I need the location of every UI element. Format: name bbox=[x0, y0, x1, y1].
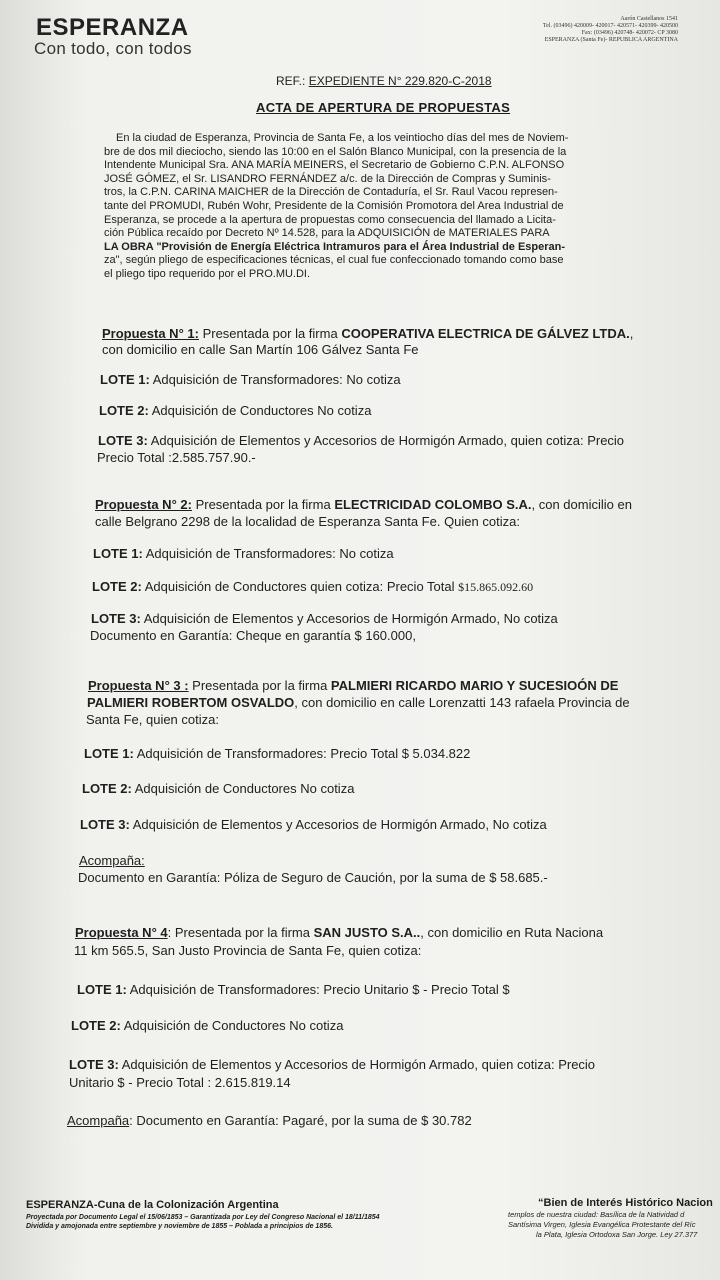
footer-right-notes bbox=[508, 1210, 697, 1240]
footer-right-title: “Bien de Interés Histórico Nacion bbox=[538, 1197, 713, 1209]
propuesta-2-heading bbox=[95, 497, 632, 512]
propuesta-3-acompana: Acompaña: bbox=[79, 853, 145, 868]
propuesta-2-garantia: Documento en Garantía: Cheque en garantía $ 160.000, bbox=[90, 628, 416, 643]
lote-text: Adquisición de Elementos y Accesorios de Hormigón Armado, No cotiza bbox=[140, 611, 558, 626]
lote-label: LOTE 3: bbox=[80, 817, 130, 832]
lote-text: Adquisición de Elementos y Accesorios de Hormigón Armado, quien cotiza: Precio bbox=[147, 433, 625, 448]
address-line: ESPERANZA (Santa Fe)- REPUBLICA ARGENTINA bbox=[544, 37, 678, 43]
propuesta-2-address: calle Belgrano 2298 de la localidad de Esperanza Santa Fe. Quien cotiza: bbox=[95, 514, 520, 529]
propuesta-3-label: Propuesta N° 3 : bbox=[88, 678, 189, 693]
propuesta-4-lote-1 bbox=[77, 982, 510, 997]
propuesta-2-text: , con domicilio en bbox=[531, 497, 632, 512]
propuesta-3-lote-2 bbox=[82, 781, 354, 796]
propuesta-4-label: Propuesta N° 4 bbox=[75, 925, 168, 940]
lote-label: LOTE 1: bbox=[93, 546, 143, 561]
propuesta-3-address: Santa Fe, quien cotiza: bbox=[86, 712, 219, 727]
lote-text: Adquisición de Transformadores: No cotiza bbox=[142, 546, 394, 561]
footer-left-title: ESPERANZA-Cuna de la Colonización Argentina bbox=[26, 1199, 279, 1211]
propuesta-4-address: 11 km 565.5, San Justo Provincia de Santa Fe, quien cotiza: bbox=[74, 943, 422, 958]
lote-text: Adquisición de Transformadores: No cotiza bbox=[149, 372, 401, 387]
intro-line: za", según pliego de especificaciones técnicas, el cual fue confeccionado tomando como base bbox=[104, 254, 564, 267]
address-line: Aarón Castellanos 1541 bbox=[620, 16, 678, 22]
intro-line: bre de dos mil dieciocho, siendo las 10:00 en el Salón Blanco Municipal, con la presencia de la bbox=[104, 145, 567, 158]
lote-text: Adquisición de Transformadores: Precio Unitario $ - Precio Total $ bbox=[126, 982, 510, 997]
propuesta-4-text: , con domicilio en Ruta Naciona bbox=[420, 925, 604, 940]
intro-line: tros, la C.P.N. CARINA MAICHER de la Dirección de Contaduría, el Sr. Raul Vacou represen- bbox=[104, 186, 558, 199]
lote-text: Adquisición de Conductores No cotiza bbox=[131, 781, 355, 796]
footer-right-line: templos de nuestra ciudad: Basílica de la Natividad d bbox=[508, 1210, 685, 1219]
propuesta-1-lote-2 bbox=[99, 403, 371, 418]
propuesta-1-text: Presentada por la firma bbox=[198, 326, 342, 341]
propuesta-2-label: Propuesta N° 2: bbox=[95, 497, 192, 512]
propuesta-1-lote-1 bbox=[100, 372, 401, 387]
lote-label: LOTE 1: bbox=[84, 746, 134, 761]
lote-label: LOTE 3: bbox=[91, 611, 141, 626]
lote-text: Adquisición de Conductores No cotiza bbox=[120, 1018, 344, 1033]
propuesta-4-heading bbox=[75, 925, 603, 940]
propuesta-4-total: Unitario $ - Precio Total : 2.615.819.14 bbox=[69, 1075, 291, 1090]
propuesta-3-text: Presentada por la firma bbox=[188, 678, 331, 693]
lote-label: LOTE 2: bbox=[99, 403, 149, 418]
document-title: ACTA DE APERTURA DE PROPUESTAS bbox=[256, 100, 511, 115]
lote-label: LOTE 3: bbox=[69, 1057, 119, 1072]
propuesta-2-lote-3 bbox=[91, 611, 558, 626]
propuesta-1-heading bbox=[102, 326, 633, 341]
lote-text: Adquisición de Elementos y Accesorios de Hormigón Armado, quien cotiza: Precio bbox=[118, 1057, 596, 1072]
propuesta-3-firm: PALMIERI ROBERTOM OSVALDO bbox=[87, 695, 295, 710]
propuesta-4-lote-2 bbox=[71, 1018, 343, 1033]
propuesta-1-lote-3 bbox=[98, 433, 624, 448]
propuesta-1-label: Propuesta N° 1: bbox=[102, 326, 199, 341]
intro-line: el pliego tipo requerido por el PRO.MU.DI. bbox=[104, 267, 311, 280]
propuesta-1-address: con domicilio en calle San Martín 106 Gálvez Santa Fe bbox=[102, 342, 419, 357]
lote-price: $15.865.092.60 bbox=[458, 580, 534, 594]
propuesta-1-total: Precio Total :2.585.757.90.- bbox=[97, 450, 256, 465]
footer-right-line: la Plata, Iglesia Ortodoxa San Jorge. Ley 27.377 bbox=[536, 1230, 698, 1239]
lote-text: Adquisición de Conductores quien cotiza: Precio Total bbox=[141, 579, 459, 594]
propuesta-2-text: Presentada por la firma bbox=[191, 497, 335, 512]
propuesta-3-lote-1 bbox=[84, 746, 470, 761]
intro-line: ción Pública recaído por Decreto Nº 14.528, para la ADQUISICIÓN de MATERIALES PARA bbox=[104, 227, 550, 240]
footer-left-line: Dividida y amojonada entre septiembre y noviembre de 1855 – Poblada a principios de 1856. bbox=[26, 1223, 333, 1230]
intro-paragraph bbox=[104, 132, 688, 282]
reference-line bbox=[276, 74, 492, 88]
intro-line: LA OBRA "Provisión de Energía Eléctrica Intramuros para el Área Industrial de Esperan- bbox=[104, 240, 566, 253]
intro-line: tante del PROMUDI, Rubén Wohr, Presidente de la Comisión Promotora del Area Industrial de bbox=[104, 199, 564, 212]
propuesta-2-lote-2 bbox=[92, 579, 533, 595]
propuesta-4-garantia bbox=[67, 1113, 472, 1128]
brand-slogan: Con todo, con todos bbox=[34, 39, 192, 58]
lote-text: Adquisición de Elementos y Accesorios de Hormigón Armado, No cotiza bbox=[129, 817, 547, 832]
address-line: Fax: (03496) 420748- 420072- CP 3080 bbox=[581, 30, 678, 36]
lote-label: LOTE 1: bbox=[100, 372, 150, 387]
propuesta-4-firm: SAN JUSTO S.A.. bbox=[313, 925, 421, 940]
propuesta-4-acompana: Acompaña bbox=[67, 1113, 130, 1128]
reference-prefix: REF.: bbox=[276, 74, 306, 88]
footer-right-line: Santísima Virgen, Iglesia Evangélica Protestante del Ríc bbox=[508, 1220, 696, 1229]
propuesta-4-garantia-text: : Documento en Garantía: Pagaré, por la suma de $ 30.782 bbox=[129, 1113, 472, 1128]
lote-label: LOTE 2: bbox=[71, 1018, 121, 1033]
lote-text: Adquisición de Transformadores: Precio Total $ 5.034.822 bbox=[133, 746, 471, 761]
propuesta-1-text: , bbox=[629, 326, 634, 341]
intro-line: JOSÉ GÓMEZ, el Sr. LISANDRO FERNÁNDEZ a/c. de la Dirección de Compras y Suminis- bbox=[104, 172, 551, 185]
intro-line: Esperanza, se procede a la apertura de propuestas como consecuencia del llamado a Licita- bbox=[104, 213, 556, 226]
footer-left-line: Proyectada por Documento Legal el 15/06/1853 – Garantizada por Ley del Congreso Nacional el 18/11/1854 bbox=[26, 1214, 380, 1221]
propuesta-3-firm-line-2 bbox=[87, 695, 630, 710]
expediente-number: EXPEDIENTE N° 229.820-C-2018 bbox=[308, 74, 492, 88]
intro-line: Intendente Municipal Sra. ANA MARÍA MEINERS, el Secretario de Gobierno C.P.N. ALFONSO bbox=[104, 159, 565, 172]
propuesta-4-lote-3 bbox=[69, 1057, 595, 1072]
lote-label: LOTE 3: bbox=[98, 433, 148, 448]
lote-text: Adquisición de Conductores No cotiza bbox=[148, 403, 372, 418]
propuesta-3-text: , con domicilio en calle Lorenzatti 143 rafaela Provincia de bbox=[294, 695, 630, 710]
propuesta-3-heading bbox=[88, 678, 618, 693]
propuesta-2-lote-1 bbox=[93, 546, 394, 561]
lote-label: LOTE 2: bbox=[92, 579, 142, 594]
propuesta-3-lote-3 bbox=[80, 817, 547, 832]
propuesta-3-garantia: Documento en Garantía: Póliza de Seguro de Caución, por la suma de $ 58.685.- bbox=[78, 870, 548, 885]
lote-label: LOTE 2: bbox=[82, 781, 132, 796]
lote-label: LOTE 1: bbox=[77, 982, 127, 997]
propuesta-4-text: : Presentada por la firma bbox=[167, 925, 314, 940]
footer-left-notes bbox=[26, 1213, 380, 1231]
propuesta-3-firm: PALMIERI RICARDO MARIO Y SUCESIOÓN DE bbox=[330, 678, 619, 693]
propuesta-2-firm: ELECTRICIDAD COLOMBO S.A. bbox=[334, 497, 532, 512]
brand-logo: ESPERANZA bbox=[36, 14, 189, 41]
intro-line: En la ciudad de Esperanza, Provincia de Santa Fe, a los veintiocho días del mes de Noviem- bbox=[116, 132, 569, 144]
propuesta-1-firm: COOPERATIVA ELECTRICA DE GÁLVEZ LTDA. bbox=[341, 326, 630, 341]
address-line: Tel. (03496) 420009- 420017- 420571- 420399- 420500 bbox=[542, 23, 678, 29]
